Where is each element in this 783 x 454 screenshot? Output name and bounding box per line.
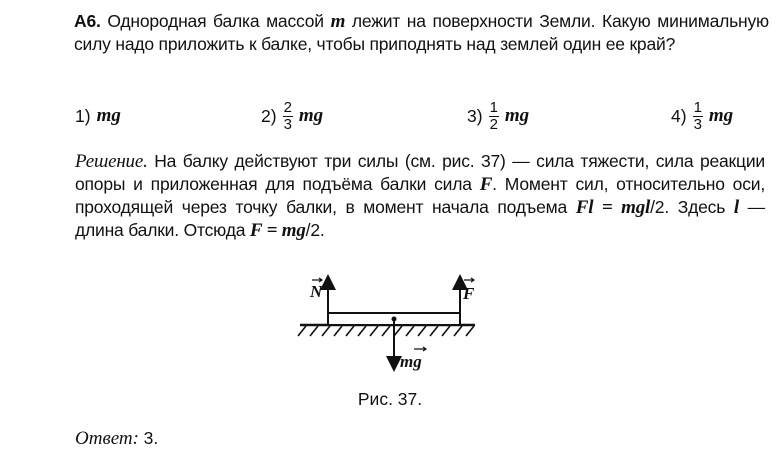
answer-value: 3. bbox=[143, 428, 159, 448]
question bbox=[74, 10, 769, 56]
center-of-mass bbox=[392, 317, 397, 322]
solution-text-1: На балку действуют три силы (см. рис. 37) — сила тяжести, сила реакции опоры и приложенная для подъёма балки сила bbox=[75, 151, 765, 194]
label-N: N bbox=[310, 282, 323, 301]
option-number: 1) bbox=[75, 105, 91, 126]
fraction bbox=[283, 100, 293, 133]
option-value: mg bbox=[96, 105, 121, 126]
question-text-a: Однородная балка массой bbox=[107, 11, 324, 31]
question-text-b: лежит на поверхности Земли. Какую минимальную силу надо приложить к балке, чтобы приподнять над землей один ее край? bbox=[74, 11, 769, 54]
label-F: F bbox=[463, 284, 475, 303]
numerator: 2 bbox=[283, 98, 292, 116]
solution-label: Решение. bbox=[75, 151, 148, 172]
equation-force: F = mg bbox=[249, 220, 306, 241]
fraction bbox=[489, 100, 499, 133]
solution-text-4: — длина балки. Отсюда bbox=[75, 197, 765, 240]
solution-text-5: /2. bbox=[305, 220, 325, 240]
option-number: 2) bbox=[261, 105, 277, 126]
force-symbol: F bbox=[479, 174, 493, 195]
solution bbox=[75, 150, 765, 242]
figure-beam-diagram bbox=[290, 270, 490, 380]
denominator: 3 bbox=[283, 115, 292, 133]
question-number: А6. bbox=[74, 11, 101, 31]
length-symbol: l bbox=[733, 197, 739, 218]
answer-option-4 bbox=[671, 96, 733, 136]
option-value: mg bbox=[298, 105, 324, 126]
option-value: mg bbox=[708, 105, 734, 126]
option-value: mg bbox=[504, 105, 530, 126]
solution-text-3: /2. Здесь bbox=[650, 197, 726, 217]
option-number: 4) bbox=[671, 105, 687, 126]
ground-surface bbox=[298, 325, 475, 336]
final-answer bbox=[75, 428, 158, 450]
denominator: 3 bbox=[693, 115, 702, 133]
option-number: 3) bbox=[467, 105, 483, 126]
answer-options bbox=[75, 96, 755, 136]
equation-moment: Fl = mgl bbox=[575, 197, 651, 218]
answer-label: Ответ: bbox=[75, 428, 139, 449]
mass-symbol: m bbox=[330, 11, 346, 32]
solution-text-2: . Момент сил, относительно оси, проходящей через точку балки, в момент начала подъема bbox=[75, 174, 765, 217]
numerator: 1 bbox=[489, 98, 498, 116]
answer-option-2 bbox=[261, 96, 323, 136]
fraction bbox=[693, 100, 703, 133]
figure-caption: Рис. 37. bbox=[357, 389, 423, 409]
label-mg: mg bbox=[400, 352, 422, 371]
denominator: 2 bbox=[489, 115, 498, 133]
answer-option-1 bbox=[75, 96, 121, 136]
numerator: 1 bbox=[693, 98, 702, 116]
answer-option-3 bbox=[467, 96, 529, 136]
